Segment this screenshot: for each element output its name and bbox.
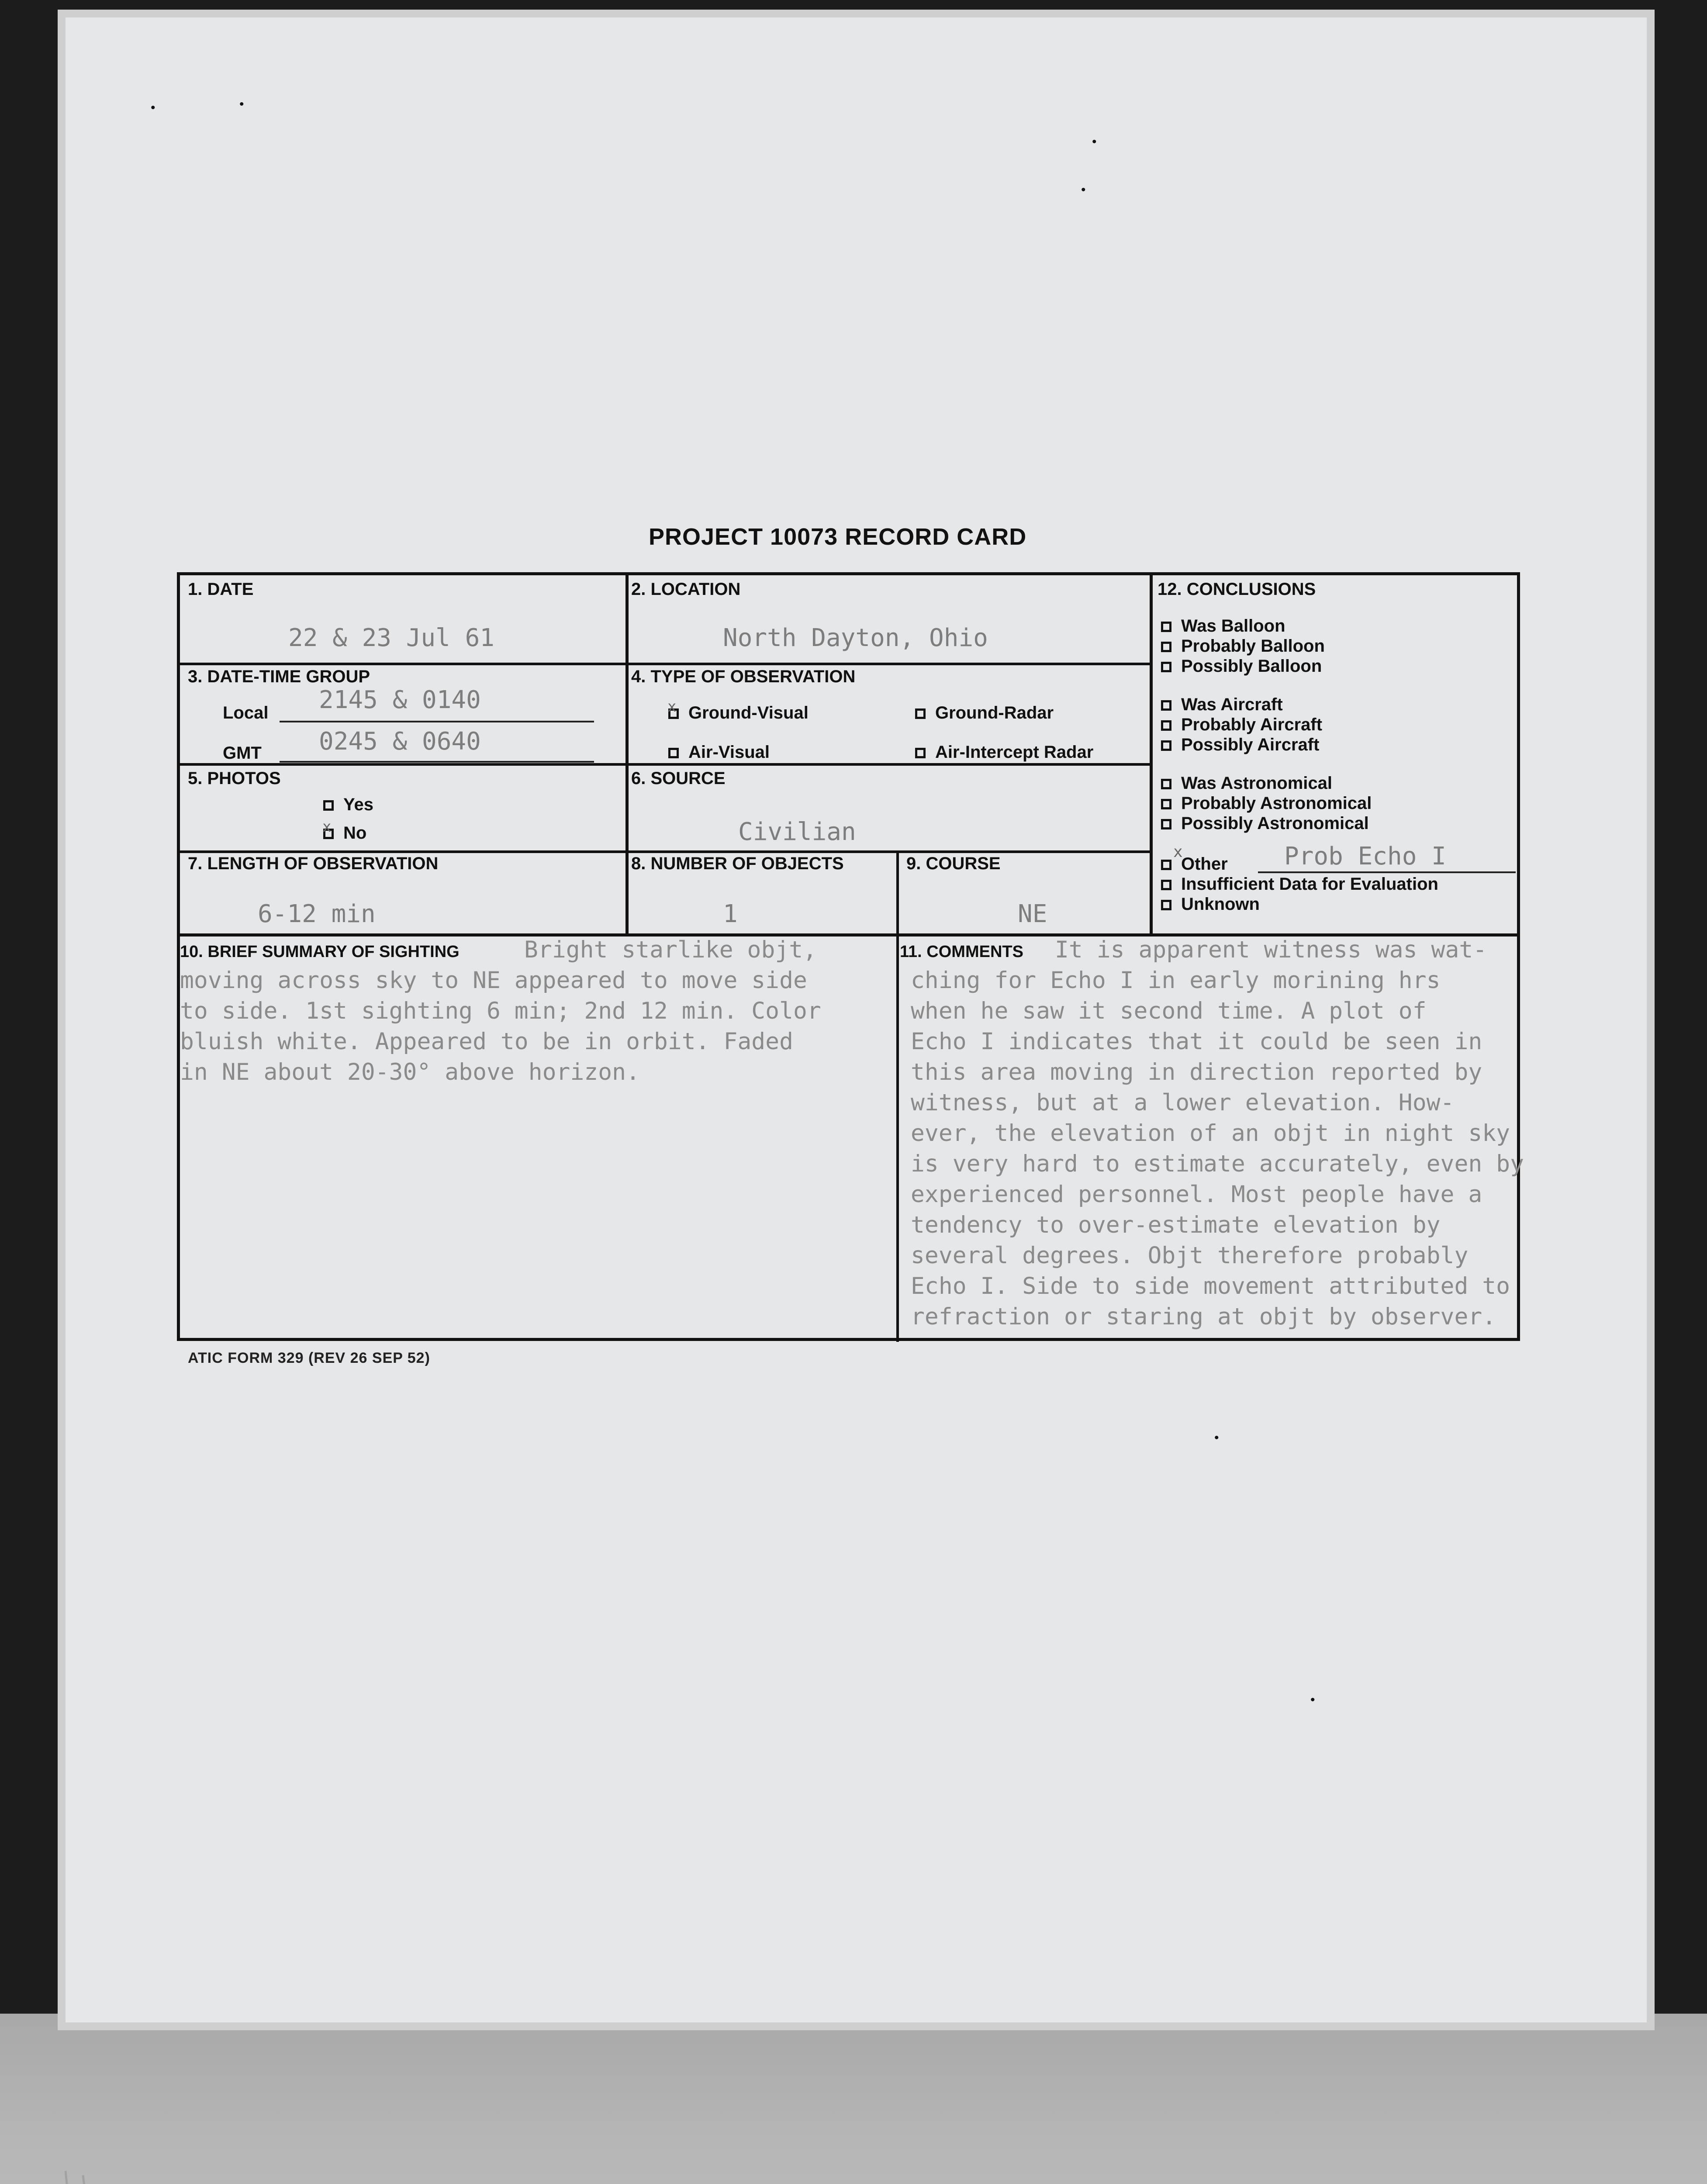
source-value: Civilian <box>738 818 856 846</box>
checkbox-icon[interactable] <box>1161 819 1171 829</box>
conclusion-was-astronomical[interactable] <box>1161 773 1332 793</box>
checkbox-icon[interactable] <box>915 708 926 719</box>
conclusion-label: Probably Aircraft <box>1181 715 1323 734</box>
comments-line: this area moving in direction reported by <box>911 1059 1482 1085</box>
observation-type-label: 4. TYPE OF OBSERVATION <box>631 667 856 686</box>
option-label: Ground-Visual <box>688 703 809 722</box>
conclusion-label: Possibly Balloon <box>1181 657 1322 676</box>
conclusion-probably-aircraft[interactable] <box>1161 715 1322 735</box>
summary-label: 10. BRIEF SUMMARY OF SIGHTING <box>180 943 460 961</box>
course-value: NE <box>1018 900 1047 928</box>
option-ground-radar[interactable] <box>915 703 1054 723</box>
ground-visual-check-mark: x <box>667 698 677 715</box>
checkbox-icon[interactable] <box>915 748 926 758</box>
divider <box>180 763 1150 766</box>
photos-label: 5. PHOTOS <box>188 769 281 788</box>
comments-line: tendency to over-estimate elevation by <box>911 1212 1441 1238</box>
date-label: 1. DATE <box>188 580 254 599</box>
location-value: North Dayton, Ohio <box>723 624 988 652</box>
summary-line: to side. 1st sighting 6 min; 2nd 12 min. Color <box>180 998 821 1024</box>
photos-yes[interactable] <box>323 795 373 815</box>
course-label: 9. COURSE <box>906 854 1001 873</box>
comments-line: ching for Echo I in early morining hrs <box>911 967 1441 994</box>
comments-line: ever, the elevation of an objt in night sky <box>911 1120 1510 1147</box>
option-label: Air-Visual <box>688 743 770 762</box>
divider <box>180 663 1150 665</box>
checkbox-icon[interactable] <box>1161 799 1171 809</box>
option-ground-visual[interactable] <box>668 703 809 723</box>
scratch-marks <box>52 2162 192 2184</box>
conclusion-label: Was Balloon <box>1181 616 1285 636</box>
checkbox-icon[interactable] <box>1161 900 1171 910</box>
divider <box>896 850 899 1342</box>
option-air-visual[interactable] <box>668 743 770 762</box>
divider <box>180 850 1150 853</box>
summary-line: in NE about 20-30° above horizon. <box>180 1059 640 1085</box>
scan-speck: • <box>151 100 155 115</box>
local-underline <box>280 721 594 722</box>
checkbox-icon[interactable] <box>1161 700 1171 711</box>
comments-line: witness, but at a lower elevation. How- <box>911 1089 1455 1116</box>
summary-line: Bright starlike objt, <box>524 936 817 963</box>
checkbox-icon[interactable] <box>1161 880 1171 890</box>
gmt-underline <box>280 761 594 763</box>
conclusion-label: Possibly Aircraft <box>1181 735 1320 754</box>
comments-line: refraction or staring at objt by observer. <box>911 1303 1496 1330</box>
conclusion-possibly-balloon[interactable] <box>1161 656 1322 676</box>
comments-line: several degrees. Objt therefore probably <box>911 1242 1469 1269</box>
location-label: 2. LOCATION <box>631 580 741 599</box>
checkbox-icon[interactable] <box>1161 779 1171 789</box>
scan-speck: • <box>1214 1431 1219 1445</box>
datetime-label: 3. DATE-TIME GROUP <box>188 667 370 686</box>
length-value: 6-12 min <box>258 900 376 928</box>
scan-speck: • <box>1310 1693 1315 1707</box>
conclusion-label: Insufficient Data for Evaluation <box>1181 874 1438 894</box>
objects-label: 8. NUMBER OF OBJECTS <box>631 854 844 873</box>
conclusion-other[interactable] <box>1161 854 1228 874</box>
conclusion-probably-astronomical[interactable] <box>1161 793 1372 813</box>
conclusion-other-value: Prob Echo I <box>1284 842 1446 871</box>
local-label: Local <box>223 703 269 722</box>
conclusion-was-aircraft[interactable] <box>1161 695 1283 715</box>
checkbox-icon[interactable] <box>668 748 679 758</box>
conclusion-label: Possibly Astronomical <box>1181 814 1369 833</box>
page-title: PROJECT 10073 RECORD CARD <box>649 524 1027 550</box>
objects-value: 1 <box>723 900 738 928</box>
divider <box>1150 575 1153 933</box>
scan-speck: • <box>1092 135 1097 149</box>
conclusion-probably-balloon[interactable] <box>1161 636 1325 656</box>
option-air-intercept-radar[interactable] <box>915 743 1093 762</box>
conclusion-label: Probably Astronomical <box>1181 794 1372 813</box>
comments-line: is very hard to estimate accurately, even by <box>911 1151 1524 1177</box>
other-underline <box>1258 871 1516 873</box>
conclusion-possibly-astronomical[interactable] <box>1161 813 1369 833</box>
comments-line: when he saw it second time. A plot of <box>911 998 1427 1024</box>
comments-label: 11. COMMENTS <box>900 943 1023 961</box>
comments-line: It is apparent witness was wat- <box>1055 936 1487 963</box>
gmt-label: GMT <box>223 743 262 763</box>
scan-speck: • <box>1081 183 1086 197</box>
divider <box>625 575 629 933</box>
conclusion-insufficient-data[interactable] <box>1161 874 1438 894</box>
conclusion-label: Was Aircraft <box>1181 695 1283 714</box>
length-label: 7. LENGTH OF OBSERVATION <box>188 854 439 873</box>
checkbox-icon[interactable] <box>1161 740 1171 751</box>
scan-speck: • <box>239 97 244 111</box>
date-value: 22 & 23 Jul 61 <box>288 624 495 652</box>
conclusions-label: 12. CONCLUSIONS <box>1158 580 1316 599</box>
scan-background <box>0 2014 1707 2184</box>
conclusion-label: Probably Balloon <box>1181 636 1325 656</box>
other-check-mark: x <box>1173 843 1183 861</box>
option-label: Ground-Radar <box>935 703 1054 722</box>
option-label: No <box>343 823 367 843</box>
checkbox-icon[interactable] <box>1161 860 1171 870</box>
checkbox-icon[interactable] <box>1161 720 1171 731</box>
summary-line: moving across sky to NE appeared to move side <box>180 967 807 994</box>
gmt-value: 0245 & 0640 <box>319 727 481 756</box>
option-label: Air-Intercept Radar <box>935 743 1094 762</box>
checkbox-icon[interactable] <box>1161 642 1171 652</box>
form-identifier: ATIC FORM 329 (REV 26 SEP 52) <box>188 1350 430 1366</box>
conclusion-unknown[interactable] <box>1161 894 1260 914</box>
comments-line: Echo I indicates that it could be seen in <box>911 1028 1482 1055</box>
conclusion-possibly-aircraft[interactable] <box>1161 735 1319 755</box>
summary-line: bluish white. Appeared to be in orbit. Faded <box>180 1028 793 1055</box>
checkbox-icon[interactable] <box>323 800 334 811</box>
source-label: 6. SOURCE <box>631 769 726 788</box>
option-label: Yes <box>343 795 373 814</box>
conclusion-other-label: Other <box>1181 854 1228 874</box>
checkbox-icon[interactable] <box>1161 622 1171 632</box>
conclusion-label: Unknown <box>1181 895 1260 914</box>
comments-line: Echo I. Side to side movement attributed to <box>911 1273 1510 1299</box>
conclusion-was-balloon[interactable] <box>1161 616 1285 636</box>
photos-no-check-mark: x <box>322 818 332 836</box>
local-value: 2145 & 0140 <box>319 686 481 714</box>
conclusion-label: Was Astronomical <box>1181 774 1332 793</box>
comments-line: experienced personnel. Most people have a <box>911 1181 1482 1208</box>
checkbox-icon[interactable] <box>1161 662 1171 672</box>
